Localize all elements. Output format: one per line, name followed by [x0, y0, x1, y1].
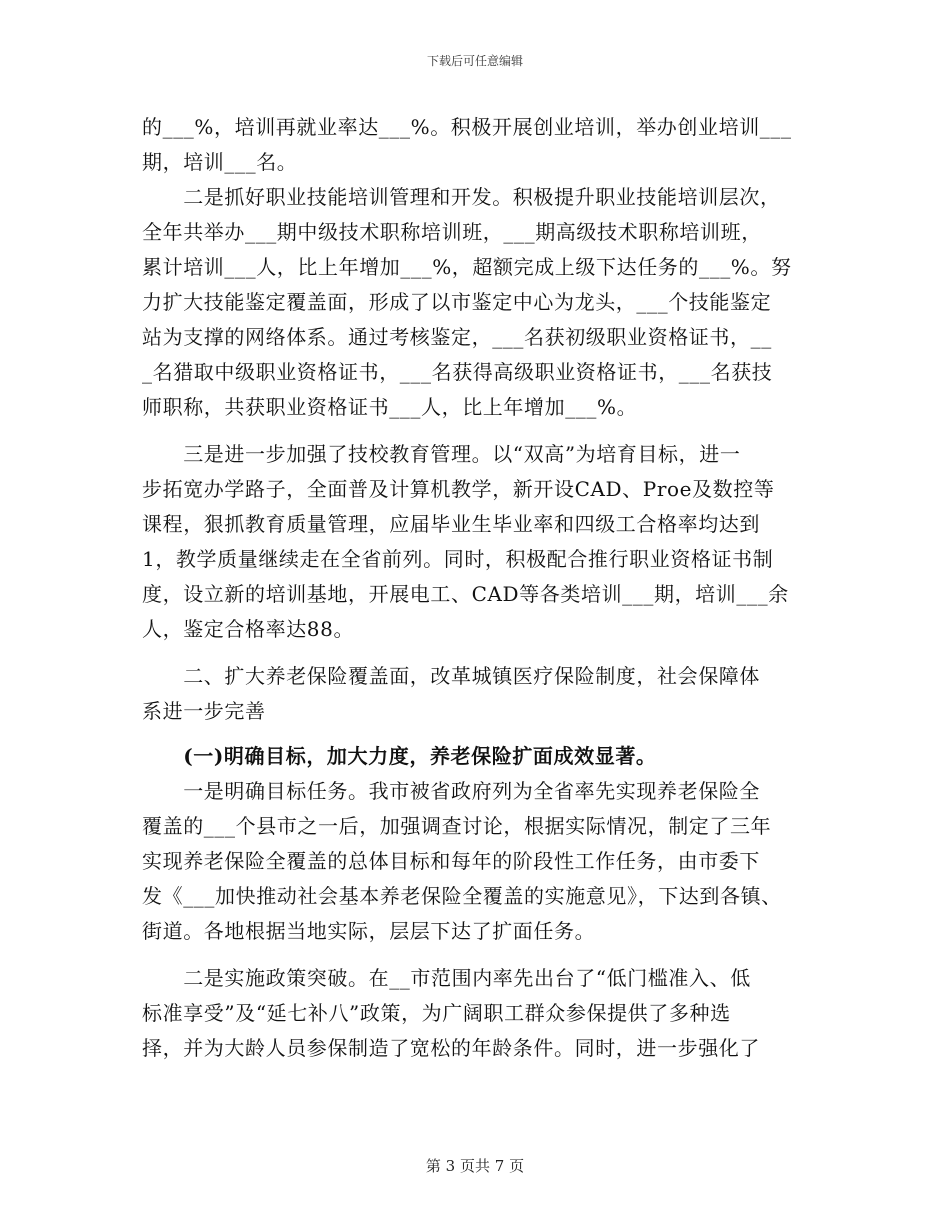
text-line: 覆盖的___个县市之一后，加强调查讨论，根据实际情况，制定了三年 — [142, 814, 772, 838]
text-line: 站为支撑的网络体系。通过考核鉴定，___名获初级职业资格证书，__ — [142, 325, 772, 349]
text-line: 二、扩大养老保险覆盖面，改革城镇医疗保险制度，社会保障体 — [142, 664, 760, 688]
text-line: 系进一步完善 — [142, 699, 266, 723]
text-line: 全年共举办___期中级技术职称培训班，___期高级技术职称培训班， — [142, 220, 762, 244]
text-line: 课程，狠抓教育质量管理，应届毕业生毕业率和四级工合格率均达到 — [142, 512, 760, 536]
text-line: 一是明确目标任务。我市被省政府列为全省率先实现养老保险全 — [142, 779, 760, 803]
text-line: 累计培训___人，比上年增加___%，超额完成上级下达任务的___%。努 — [142, 255, 792, 279]
text-line: 人，鉴定合格率达88。 — [142, 617, 355, 641]
text-line: 实现养老保险全覆盖的总体目标和每年的阶段性工作任务，由市委下 — [142, 849, 760, 873]
text-line: 度，设立新的培训基地，开展电工、CAD等各类培训___期，培训___余 — [142, 582, 789, 606]
page-header: 下载后可任意编辑 — [426, 54, 523, 68]
text-line: 1，教学质量继续走在全省前列。同时，积极配合推行职业资格证书制 — [142, 547, 774, 571]
text-line: 发《___加快推动社会基本养老保险全覆盖的实施意见》，下达到各镇、 — [142, 884, 782, 908]
page-footer: 第 3 页共 7 页 — [425, 1157, 525, 1175]
text-line: 力扩大技能鉴定覆盖面，形成了以市鉴定中心为龙头，___个技能鉴定 — [142, 290, 772, 314]
text-line: 二是实施政策突破。在__市范围内率先出台了“低门槛准入、低 — [142, 966, 751, 990]
section-heading: (一)明确目标，加大力度，养老保险扩面成效显著。 — [142, 744, 657, 768]
text-line: _名猎取中级职业资格证书，___名获得高级职业资格证书，___名获技 — [142, 360, 773, 384]
text-line: 标准享受”及“延七补八”政策，为广阔职工群众参保提供了多种选 — [142, 1001, 731, 1025]
text-line: 步拓宽办学路子，全面普及计算机教学，新开设CAD、Proe及数控等 — [142, 477, 775, 501]
text-line: 择，并为大龄人员参保制造了宽松的年龄条件。同时，进一步强化了 — [142, 1036, 760, 1060]
text-line: 二是抓好职业技能培训管理和开发。积极提升职业技能培训层次， — [142, 185, 781, 209]
text-line: 街道。各地根据当地实际，层层下达了扩面任务。 — [142, 919, 596, 943]
text-line: 三是进一步加强了技校教育管理。以“双高”为培育目标，进一 — [142, 442, 741, 466]
text-line: 的___%，培训再就业率达___%。积极开展创业培训，举办创业培训___ — [142, 115, 792, 139]
text-line: 期，培训___名。 — [142, 150, 298, 174]
text-line: 师职称，共获职业资格证书___人，比上年增加___%。 — [142, 395, 638, 419]
